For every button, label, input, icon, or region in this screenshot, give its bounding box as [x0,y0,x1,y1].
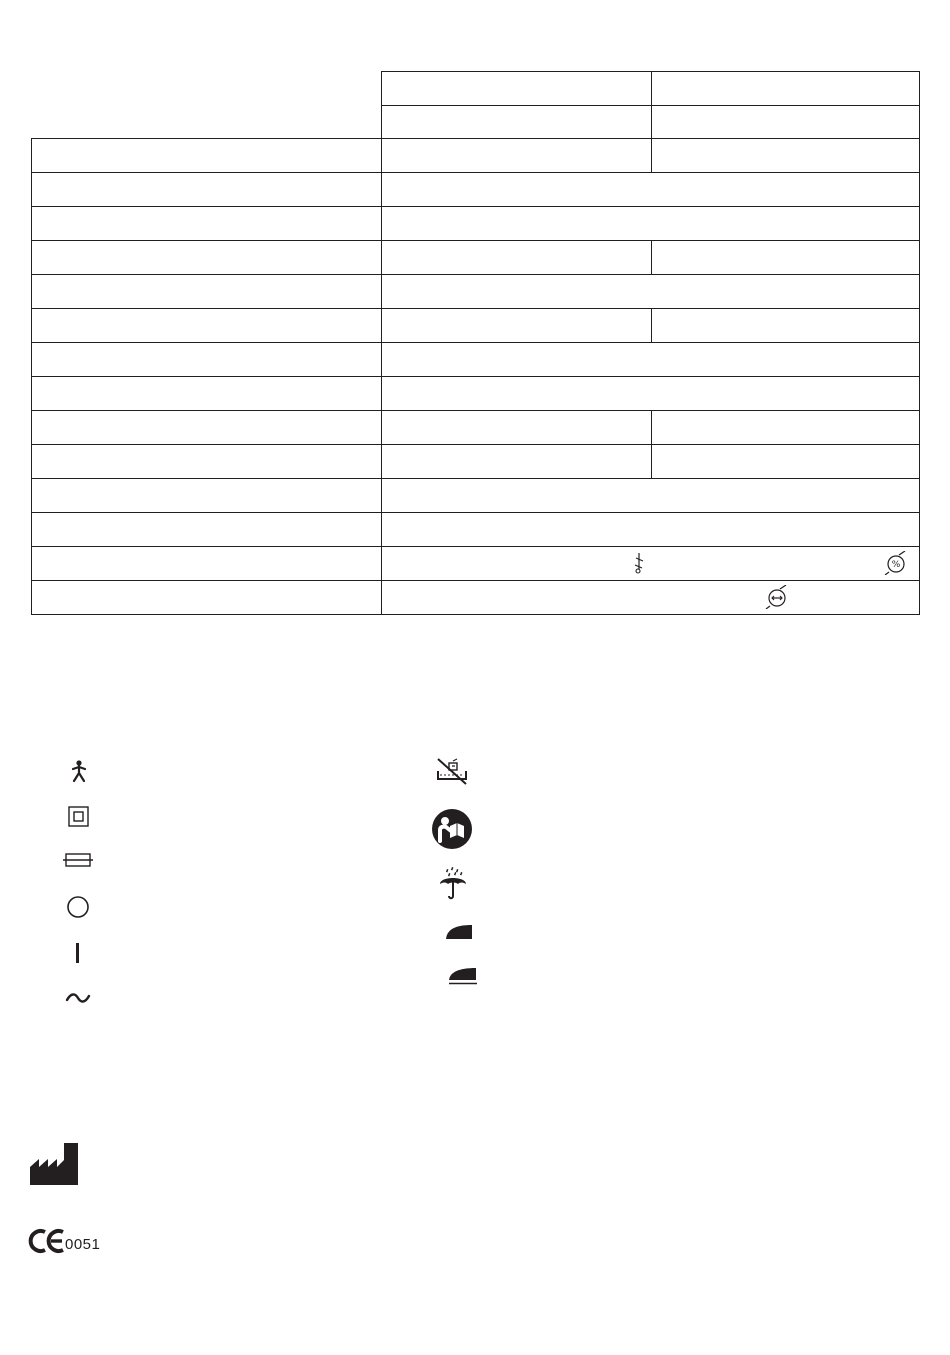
table-cell [381,478,920,513]
table-cell [381,342,920,377]
no-bathtub-use-icon [436,757,468,785]
table-header-cell [381,71,652,106]
table-row-label [31,478,382,513]
humidity-limit-icon [884,551,908,575]
table-cell [381,138,652,173]
table-cell [381,580,920,615]
table-row-label [31,240,382,275]
power-on-icon [75,942,81,964]
table-header-cell [651,105,920,139]
table-row-label [31,172,382,207]
table-cell [381,376,920,411]
table-cell [381,512,920,547]
table-row-label [31,410,382,445]
table-cell [651,410,920,445]
table-row-label [31,580,382,615]
table-cell [381,546,920,581]
power-off-icon [66,895,90,919]
table-row-label [31,308,382,343]
table-cell [381,240,652,275]
table-header-cell [651,71,920,106]
table-row-label [31,274,382,309]
notified-body-number: 0051 [65,1236,101,1253]
iron-large-icon [447,966,479,986]
read-manual-icon [431,808,473,850]
table-cell [651,444,920,479]
table-row-label [31,376,382,411]
manufacturer-factory-icon [30,1143,78,1185]
table-cell [651,138,920,173]
table-cell [651,240,920,275]
table-cell [381,274,920,309]
temperature-limit-icon [633,552,645,574]
ce-mark-icon [29,1229,65,1253]
table-row-label [31,546,382,581]
table-cell [381,206,920,241]
atmospheric-pressure-limit-icon [765,585,789,609]
table-row-label [31,512,382,547]
keep-dry-icon [438,866,468,902]
table-cell [381,410,652,445]
table-cell [381,308,652,343]
table-header-cell [381,105,652,139]
alternating-current-icon [65,992,91,1004]
table-row-label [31,444,382,479]
table-cell [651,308,920,343]
table-cell [381,444,652,479]
table-cell [381,172,920,207]
type-b-applied-part-icon [71,760,87,782]
table-row-label [31,342,382,377]
class-ii-equipment-icon [68,806,89,827]
table-row-label [31,206,382,241]
iron-small-icon [444,923,474,941]
table-row-label [31,138,382,173]
fuse-icon [63,852,93,868]
